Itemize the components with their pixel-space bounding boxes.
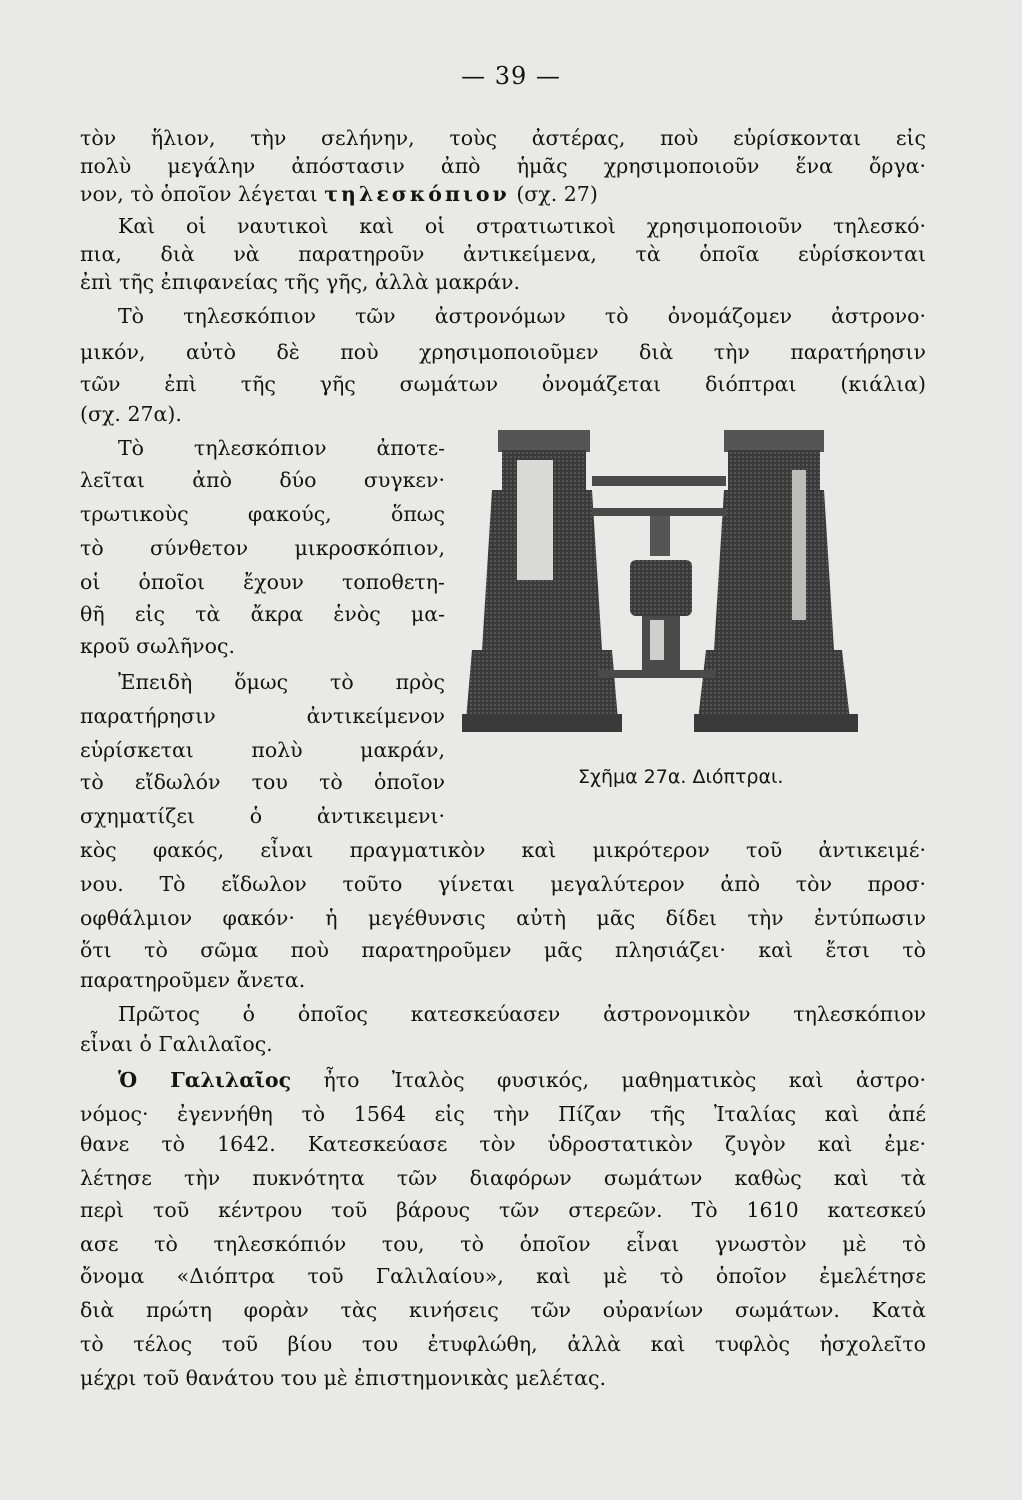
text-line: [80, 180, 926, 208]
text-line: τῶν ἐπὶ τῆς γῆς σωμάτων ὀνομάζεται διόπτραι (κιάλια): [80, 372, 926, 396]
text-line: εὑρίσκεται πολὺ μακράν,: [80, 738, 445, 762]
text-line: Τὸ τηλεσκόπιον τῶν ἀστρονόμων τὸ ὀνομάζομεν ἀστρονο·: [118, 304, 926, 328]
text-line: οἱ ὁποῖοι ἔχουν τοποθετη-: [80, 570, 445, 594]
binoculars-figure: [462, 420, 930, 750]
text-line: θῆ εἰς τὰ ἄκρα ἑνὸς μα-: [80, 602, 445, 626]
text-line: πολὺ μεγάλην ἀπόστασιν ἀπὸ ἡμᾶς χρησιμοποιοῦν ἕνα ὄργα·: [80, 154, 926, 178]
text-line: τὸ τέλος τοῦ βίου του ἐτυφλώθη, ἀλλὰ καὶ τυφλὸς ἠσχολεῖτο: [80, 1332, 926, 1356]
text-line: πια, διὰ νὰ παρατηροῦν ἀντικείμενα, τὰ ὁποῖα εὑρίσκονται: [80, 242, 926, 266]
text-line: λέτησε τὴν πυκνότητα τῶν διαφόρων σωμάτων καθὼς καὶ τὰ: [80, 1166, 926, 1190]
text-line: τὸ σύνθετον μικροσκόπιον,: [80, 536, 445, 560]
text-line: τὸ εἴδωλόν του τὸ ὁποῖον: [80, 770, 445, 794]
text-line: ἐπὶ τῆς ἐπιφανείας τῆς γῆς, ἀλλὰ μακράν.: [80, 270, 521, 294]
text-line: διὰ πρώτη φορὰν τὰς κινήσεις τῶν οὐρανίων σωμάτων. Κατὰ: [80, 1298, 926, 1322]
text-line: Ἐπειδὴ ὅμως τὸ πρὸς: [118, 670, 445, 694]
text-line: τὸν ἥλιον, τὴν σελήνην, τοὺς ἀστέρας, ποὺ εὑρίσκονται εἰς: [80, 126, 926, 150]
text-line: σχηματίζει ὁ ἀντικειμενι·: [80, 804, 445, 828]
text-line: εἶναι ὁ Γαλιλαῖος.: [80, 1032, 273, 1056]
text-line: παρατήρησιν ἀντικείμενον: [80, 704, 445, 728]
page-number: — 39 —: [461, 62, 561, 90]
text-line: ασε τὸ τηλεσκόπιόν του, τὸ ὁποῖον εἶναι γνωστὸν μὲ τὸ: [80, 1232, 926, 1256]
text-line: μικόν, αὐτὸ δὲ ποὺ χρησιμοποιοῦμεν διὰ τὴν παρατήρησιν: [80, 340, 926, 364]
text-line: ὄνομα «Διόπτρα τοῦ Γαλιλαίου», καὶ μὲ τὸ ὁποῖον ἐμελέτησε: [80, 1264, 926, 1288]
text-line: Τὸ τηλεσκόπιον ἀποτε-: [118, 436, 445, 460]
term-telescope: τηλεσκόπιον: [324, 182, 510, 206]
text-fragment: ἦτο Ἰταλὸς φυσικός, μαθηματικὸς καὶ ἀστρο·: [323, 1068, 926, 1092]
figure-caption: Σχῆμα 27α. Διόπτραι.: [578, 766, 784, 788]
text-line: ὅτι τὸ σῶμα ποὺ παρατηροῦμεν μᾶς πλησιάζει· καὶ ἔτσι τὸ: [80, 938, 926, 962]
text-fragment: νον, τὸ ὁποῖον λέγεται: [80, 182, 318, 206]
text-line: [80, 1066, 926, 1094]
text-line: μέχρι τοῦ θανάτου του μὲ ἐπιστημονικὰς μελέτας.: [80, 1366, 606, 1390]
text-line: οφθάλμιον φακόν· ἡ μεγέθυνσις αὐτὴ μᾶς δίδει τὴν ἐντύπωσιν: [80, 906, 926, 930]
text-line: νόμος· ἐγεννήθη τὸ 1564 εἰς τὴν Πίζαν τῆς Ἰταλίας καὶ ἀπέ: [80, 1102, 926, 1126]
text-line: νου. Τὸ εἴδωλον τοῦτο γίνεται μεγαλύτερον ἀπὸ τὸν προσ·: [80, 872, 926, 896]
figure-reference: (σχ. 27): [516, 182, 598, 206]
text-line: (σχ. 27α).: [80, 402, 182, 426]
galileo-name: Ὁ Γαλιλαῖος: [118, 1068, 292, 1092]
text-line: λεῖται ἀπὸ δύο συγκεν·: [80, 468, 445, 492]
text-line: τρωτικοὺς φακούς, ὅπως: [80, 502, 445, 526]
text-line: κὸς φακός, εἶναι πραγματικὸν καὶ μικρότερον τοῦ ἀντικειμέ·: [80, 838, 926, 862]
text-line: παρατηροῦμεν ἄνετα.: [80, 968, 306, 992]
text-line: Πρῶτος ὁ ὁποῖος κατεσκεύασεν ἀστρονομικὸν τηλεσκόπιον: [118, 1002, 926, 1026]
text-line: θανε τὸ 1642. Κατεσκεύασε τὸν ὑδροστατικὸν ζυγὸν καὶ ἐμε·: [80, 1132, 926, 1156]
text-line: κροῦ σωλῆνος.: [80, 634, 235, 658]
text-line: Καὶ οἱ ναυτικοὶ καὶ οἱ στρατιωτικοὶ χρησιμοποιοῦν τηλεσκό·: [118, 214, 926, 238]
text-line: περὶ τοῦ κέντρου τοῦ βάρους τῶν στερεῶν. Τὸ 1610 κατεσκεύ: [80, 1198, 926, 1222]
